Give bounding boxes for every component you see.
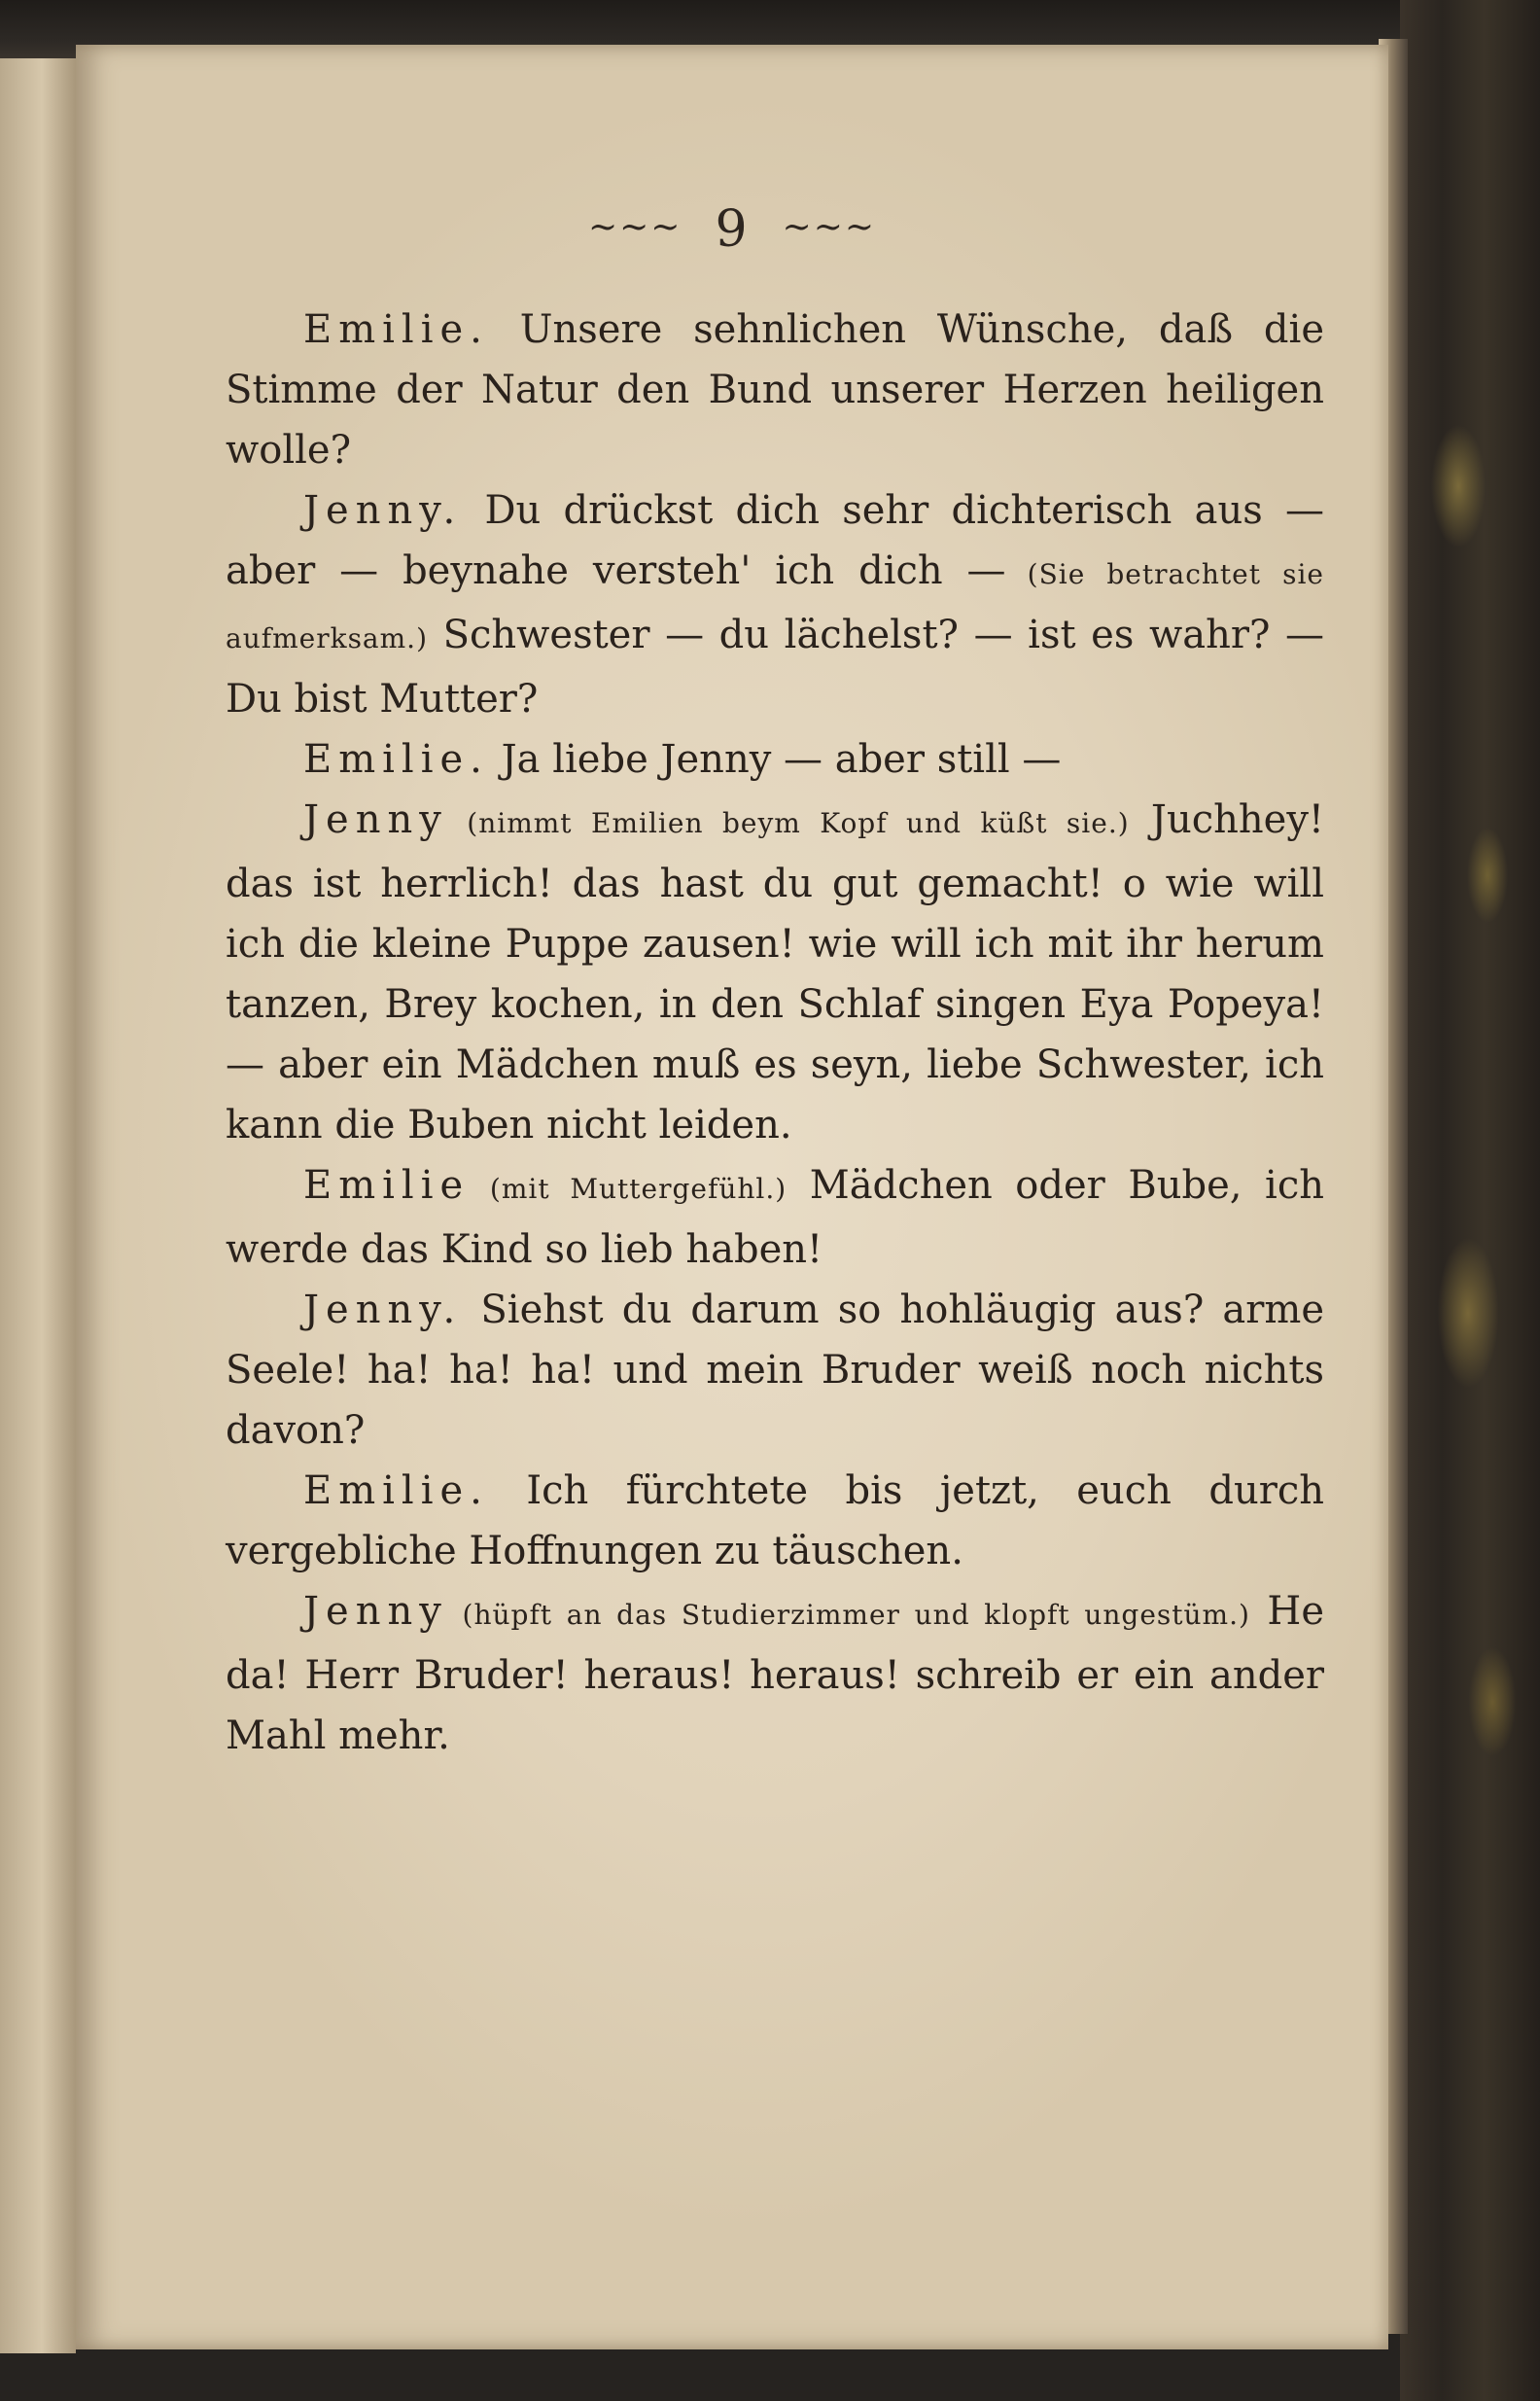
stage-direction: (hüpft an das Studierzimmer und klopft ungestüm.) <box>447 1599 1250 1631</box>
dialogue-text: Schwester — du lächelst? — ist es wahr? — Du bist Mutter? <box>226 613 1324 722</box>
body-text <box>226 300 1324 1766</box>
page-header <box>76 200 1388 259</box>
page-content <box>76 45 1388 2349</box>
paragraph <box>226 1461 1324 1581</box>
paragraph <box>226 729 1324 790</box>
speaker-name: Jenny <box>303 797 448 842</box>
paragraph <box>226 480 1324 729</box>
header-ornament-left: ~~~ <box>587 207 682 247</box>
dialogue-text: Ja liebe Jenny — aber still — <box>488 737 1062 782</box>
speaker-name: Emilie. <box>303 1468 489 1513</box>
speaker-name: Jenny. <box>303 488 463 533</box>
speaker-name: Jenny <box>303 1589 448 1634</box>
dialogue-text: Unsere sehnlichen Wünsche, daß die Stimme der Natur den Bund unserer Herzen heiligen wolle? <box>226 307 1324 473</box>
facing-page-edge <box>0 58 76 2353</box>
dialogue-text: Du drückst dich sehr dichterisch aus — aber — beynahe versteh' ich dich — <box>226 488 1324 593</box>
book-page <box>76 45 1388 2349</box>
paragraph <box>226 1581 1324 1766</box>
paragraph <box>226 790 1324 1155</box>
page-number: 9 <box>715 200 750 259</box>
stage-direction: (mit Muttergefühl.) <box>470 1173 788 1205</box>
speaker-name: Jenny. <box>303 1288 463 1332</box>
stage-direction: (nimmt Emilien beym Kopf und küßt sie.) <box>447 807 1130 839</box>
dialogue-text: He da! Herr Bruder! heraus! heraus! schreib er ein ander Mahl mehr. <box>226 1589 1324 1758</box>
speaker-name: Emilie. <box>303 737 489 782</box>
header-ornament-right: ~~~ <box>782 207 877 247</box>
speaker-name: Emilie. <box>303 307 489 352</box>
paragraph <box>226 300 1324 480</box>
paragraph <box>226 1155 1324 1280</box>
dialogue-text: Mädchen oder Bube, ich werde das Kind so lieb haben! <box>226 1163 1324 1272</box>
paragraph <box>226 1280 1324 1461</box>
dialogue-text: Juchhey! das ist herrlich! das hast du gut gemacht! o wie will ich die kleine Puppe zausen! wie will ich mit ihr herum tanzen, Brey kochen, in den Schlaf singen Eya Popeya! — aber ein Mädchen muß es seyn, liebe Schwester, ich kann die Buben nicht leiden. <box>226 797 1325 1148</box>
dialogue-text: Ich fürchtete bis jetzt, euch durch vergebliche Hoffnungen zu täuschen. <box>226 1468 1324 1573</box>
book-cover-marbled-edge <box>1400 0 1540 2401</box>
dialogue-text: Siehst du darum so hohläugig aus? arme Seele! ha! ha! ha! und mein Bruder weiß noch nichts davon? <box>226 1288 1324 1453</box>
stage-direction: (Sie betrachtet sie aufmerksam.) <box>226 558 1324 654</box>
speaker-name: Emilie <box>303 1163 471 1208</box>
